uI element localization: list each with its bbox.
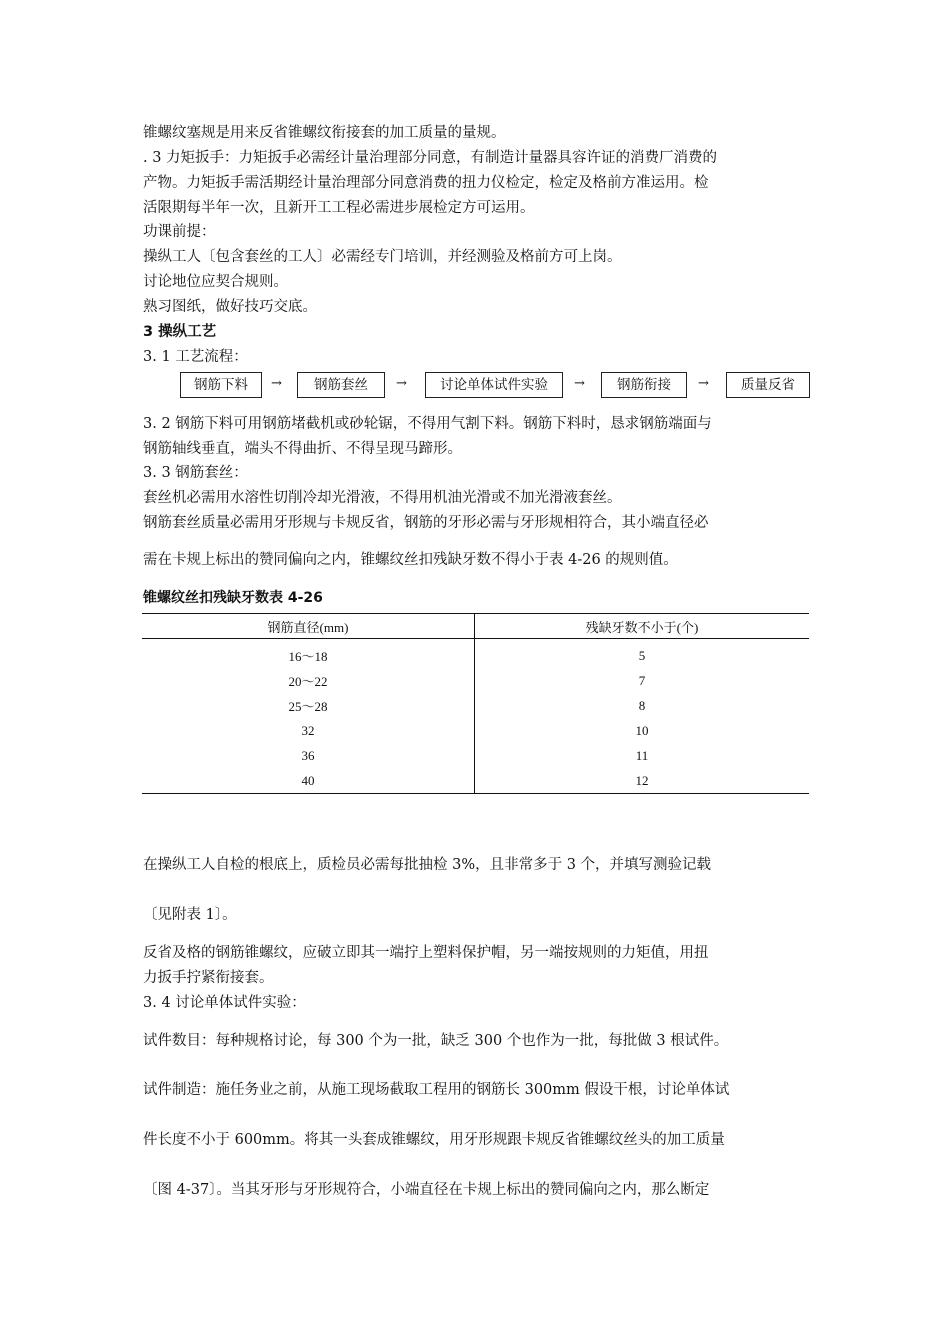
table-cell: 20～22 — [142, 668, 475, 693]
table-cell: 16～18 — [142, 639, 475, 669]
table-title: 锥螺纹丝扣残缺牙数表 4-26 — [143, 590, 323, 606]
table-header-row — [142, 614, 809, 639]
table-cell: 36 — [142, 743, 475, 768]
text-line: 力扳手拧紧衔接套。 — [143, 970, 274, 986]
text-line: 在操纵工人自检的根底上，质检员必需每批抽检 3%，且非常多于 3 个，并填写测验记载 — [143, 857, 712, 873]
table-row — [142, 768, 809, 794]
text-line: . 3 力矩扳手：力矩扳手必需经计量治理部分同意，有制造计量器具容许证的消费厂消费的 — [143, 150, 718, 166]
table-cell: 7 — [638, 672, 646, 688]
arrow-right-icon: → — [698, 376, 709, 391]
table-cell: 10 — [635, 722, 649, 738]
data-table — [142, 613, 809, 794]
text-line: 3. 2 钢筋下料可用钢筋堵截机或砂轮锯，不得用气割下料。钢筋下料时，恳求钢筋端面与 — [143, 416, 712, 432]
text-line: 反省及格的钢筋锥螺纹，应破立即其一端拧上塑料保护帽，另一端按规则的力矩值，用扭 — [143, 945, 709, 961]
table-row — [142, 693, 809, 718]
table-cell: 11 — [635, 747, 649, 763]
text-line: 〔图 4-37〕。当其牙形与牙形规符合，小端直径在卡规上标出的赞同偏向之内，那么断定 — [143, 1182, 710, 1198]
table-cell: 12 — [475, 768, 810, 794]
process-flow — [180, 372, 810, 402]
table-row — [142, 639, 809, 669]
table-cell: 25～28 — [142, 693, 475, 718]
arrow-right-icon: → — [574, 376, 585, 391]
flow-step: 钢筋套丝 — [297, 372, 385, 398]
subsection-heading: 3. 3 钢筋套丝： — [143, 465, 248, 481]
table-cell: 5 — [638, 647, 646, 663]
table-cell: 40 — [142, 768, 475, 794]
text-line: 操纵工人〔包含套丝的工人〕必需经专门培训，并经测验及格前方可上岗。 — [143, 249, 622, 265]
text-line: 熟习图纸，做好技巧交底。 — [143, 299, 317, 315]
arrow-right-icon: → — [271, 376, 282, 391]
text-line: 件长度不小于 600mm。将其一头套成锥螺纹，用牙形规跟卡规反省锥螺纹丝头的加工质量 — [143, 1132, 725, 1148]
text-line: 功课前提： — [143, 224, 216, 240]
text-line: 讨论地位应契合规则。 — [143, 274, 288, 290]
table-cell: 8 — [638, 697, 646, 713]
text-line: 钢筋轴线垂直，端头不得曲折、不得呈现马蹄形。 — [143, 441, 462, 457]
flow-step: 钢筋衔接 — [601, 372, 687, 398]
text-line: 锥螺纹塞规是用来反省锥螺纹衔接套的加工质量的量规。 — [143, 125, 506, 141]
column-header: 残缺牙数不小于(个) — [475, 614, 810, 639]
text-line: 需在卡规上标出的赞同偏向之内，锥螺纹丝扣残缺牙数不得小于表 4-26 的规则值。 — [143, 552, 678, 568]
flow-step: 质量反省 — [726, 372, 810, 398]
text-line: 试件数目：每种规格讨论，每 300 个为一批，缺乏 300 个也作为一批，每批做 3 根试件。 — [143, 1033, 729, 1049]
text-line: 活限期每半年一次，且新开工工程必需进步展检定方可运用。 — [143, 200, 535, 216]
subsection-heading: 3. 1 工艺流程： — [143, 349, 248, 365]
text-line: 产物。力矩扳手需活期经计量治理部分同意消费的扭力仪检定，检定及格前方准运用。检 — [143, 175, 709, 191]
flow-step: 钢筋下料 — [180, 372, 262, 398]
text-line: 〔见附表 1〕。 — [143, 907, 237, 923]
arrow-right-icon: → — [396, 376, 407, 391]
flow-step: 讨论单体试件实验 — [425, 372, 563, 398]
column-header: 钢筋直径(mm) — [142, 614, 475, 639]
text-line: 套丝机必需用水溶性切削冷却光滑液，不得用机油光滑或不加光滑液套丝。 — [143, 490, 622, 506]
section-heading: 3 操纵工艺 — [143, 324, 217, 340]
table-row — [142, 718, 809, 743]
table-row — [142, 668, 809, 693]
table-cell: 32 — [142, 718, 475, 743]
table-row — [142, 743, 809, 768]
subsection-heading: 3. 4 讨论单体试件实验： — [143, 995, 306, 1011]
text-line: 试件制造：施任务业之前，从施工现场截取工程用的钢筋长 300mm 假设干根，讨论单体试 — [143, 1082, 730, 1098]
text-line: 钢筋套丝质量必需用牙形规与卡规反省，钢筋的牙形必需与牙形规相符合，其小端直径必 — [143, 515, 709, 531]
